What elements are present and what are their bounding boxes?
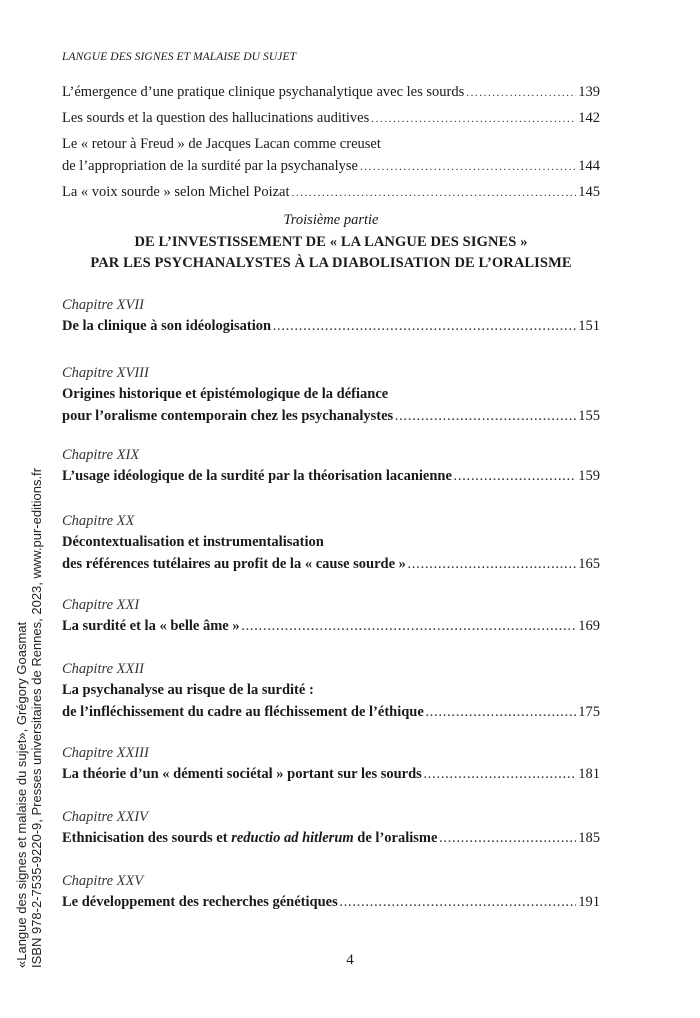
dot-leader [408, 554, 576, 576]
chapter-page-number: 191 [578, 894, 600, 910]
entry-title: L’émergence d’une pratique clinique psychanalytique avec les sourds [62, 84, 465, 100]
chapter-label: Chapitre XVII [62, 297, 145, 313]
dot-leader [395, 406, 576, 428]
chapter-page-number: 151 [578, 318, 600, 334]
entry-page-number: 144 [578, 158, 600, 174]
chapter-page-number: 185 [578, 830, 600, 846]
toc-entry[interactable] [62, 81, 600, 104]
chapter-page-number: 159 [578, 468, 600, 484]
chapter-label: Chapitre XIX [62, 447, 140, 463]
entry-page-number: 145 [578, 184, 600, 200]
dot-leader [439, 828, 576, 850]
entry-title-line-1: Le « retour à Freud » de Jacques Lacan comme creuset [62, 136, 381, 152]
part-title-line-2: PAR LES PSYCHANALYSTES À LA DIABOLISATION DE L’ORALISME [90, 255, 572, 271]
chapter-title-line-2: des références tutélaires au profit de la « cause sourde » [62, 556, 406, 572]
dot-leader [242, 616, 576, 638]
chapter-entry[interactable] [62, 659, 600, 743]
chapter-label: Chapitre XXIV [62, 809, 149, 825]
dot-leader [426, 702, 576, 724]
chapter-entry[interactable] [62, 445, 600, 511]
chapter-title-line-1: Origines historique et épistémologique de la défiance [62, 386, 389, 402]
chapter-title: La surdité et la « belle âme » [62, 618, 240, 634]
chapter-page-number: 155 [578, 408, 600, 424]
toc-entry[interactable] [62, 133, 600, 178]
chapter-page-number: 169 [578, 618, 600, 634]
chapter-label: Chapitre XX [62, 513, 135, 529]
chapter-title: Le développement des recherches génétiques [62, 894, 338, 910]
running-head: LANGUE DES SIGNES ET MALAISE DU SUJET [62, 51, 297, 63]
entry-title-line-2: de l’appropriation de la surdité par la psychanalyse [62, 158, 358, 174]
dot-leader [454, 466, 576, 488]
chapter-label: Chapitre XXIII [62, 745, 149, 761]
dot-leader [273, 316, 576, 338]
page-number: 4 [346, 952, 354, 968]
chapter-page-number: 175 [578, 704, 600, 720]
chapter-label: Chapitre XXI [62, 597, 140, 613]
chapter-title: Ethnicisation des sourds et reductio ad hitlerum de l’oralisme [62, 830, 438, 846]
chapter-entry[interactable] [62, 363, 600, 445]
chapter-title-line-1: Décontextualisation et instrumentalisation [62, 534, 324, 550]
chapter-entry[interactable] [62, 807, 600, 871]
toc-entry[interactable] [62, 107, 600, 130]
toc-chapters [62, 295, 600, 914]
side-credit-line-2: ISBN 978-2-7535-9220-9, Presses universitaires de Rennes, 2023, www.pur-editions.fr [29, 467, 44, 968]
chapter-entry[interactable] [62, 871, 600, 914]
chapter-title-line-2: pour l’oralisme contemporain chez les psychanalystes [62, 408, 394, 424]
toc-entry[interactable] [62, 181, 600, 204]
dot-leader [424, 764, 576, 786]
chapter-title-line-2: de l’infléchissement du cadre au fléchissement de l’éthique [62, 704, 424, 720]
part-heading [62, 212, 600, 274]
chapter-label: Chapitre XVIII [62, 365, 149, 381]
dot-leader [340, 892, 576, 914]
chapter-page-number: 165 [578, 556, 600, 572]
part-title-line-1: DE L’INVESTISSEMENT DE « LA LANGUE DES SIGNES » [134, 234, 528, 250]
chapter-title-line-1: La psychanalyse au risque de la surdité : [62, 682, 314, 698]
chapter-title: L’usage idéologique de la surdité par la théorisation lacanienne [62, 468, 452, 484]
entry-page-number: 139 [578, 84, 600, 100]
dot-leader [466, 82, 576, 104]
side-credit-line-1: «Langue des signes et malaise du sujet», Grégory Goasmat [14, 621, 29, 968]
toc-top-section [62, 81, 600, 204]
chapter-entry[interactable] [62, 295, 600, 359]
side-credit [14, 468, 44, 968]
chapter-label: Chapitre XXV [62, 873, 144, 889]
chapter-entry[interactable] [62, 511, 600, 595]
chapter-title: De la clinique à son idéologisation [62, 318, 272, 334]
chapter-entry[interactable] [62, 595, 600, 659]
entry-title: La « voix sourde » selon Michel Poizat [62, 184, 290, 200]
chapter-title: La théorie d’un « démenti sociétal » portant sur les sourds [62, 766, 422, 782]
chapter-page-number: 181 [578, 766, 600, 782]
chapter-label: Chapitre XXII [62, 661, 145, 677]
part-label: Troisième partie [283, 212, 379, 228]
dot-leader [360, 156, 576, 178]
dot-leader [292, 182, 576, 204]
entry-page-number: 142 [578, 110, 600, 126]
chapter-entry[interactable] [62, 743, 600, 807]
dot-leader [371, 108, 576, 130]
entry-title: Les sourds et la question des hallucinations auditives [62, 110, 370, 126]
